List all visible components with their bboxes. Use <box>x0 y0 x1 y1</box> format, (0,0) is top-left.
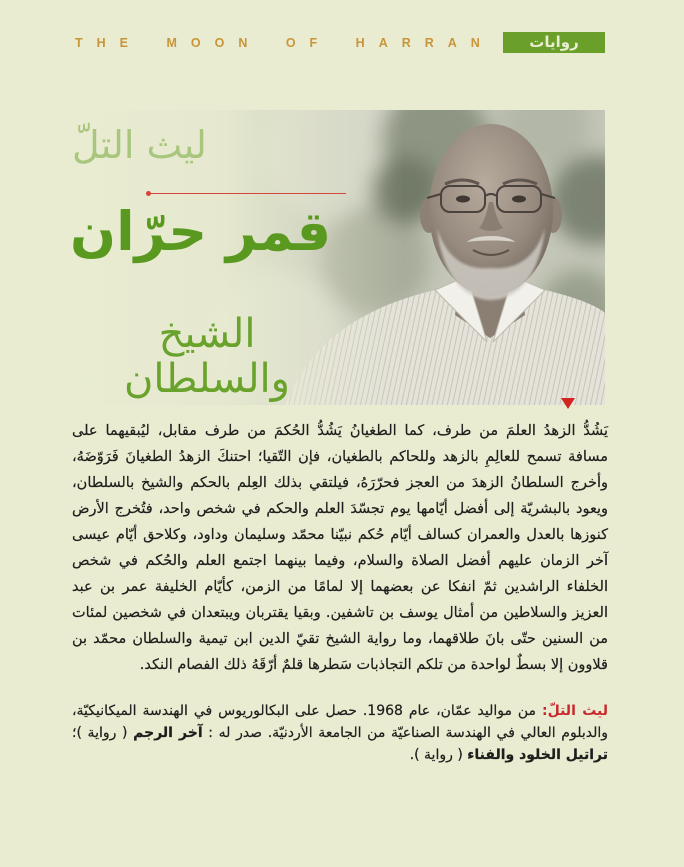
bio-work-title: آخر الرجم <box>133 725 203 741</box>
subtitle-line-1: الشيخ <box>158 311 256 357</box>
bio-work-genre: ( رواية ) <box>76 725 128 741</box>
series-title: THE MOON OF HARRAN <box>75 36 494 50</box>
title-divider-dot <box>146 191 151 196</box>
book-subtitle <box>112 312 302 402</box>
bio-author-name: ليث التلّ: <box>542 703 609 719</box>
title-divider <box>148 193 346 194</box>
cover-author-name: ليث التلّ <box>72 123 207 167</box>
back-cover-text <box>72 418 608 766</box>
bio-work-genre: ( رواية ) <box>414 747 463 763</box>
author-bio <box>72 700 608 766</box>
bio-text: من مواليد عمّان، عام 1968. حصل على البكالوريوس في الهندسة الميكانيكيّة، والدبلوم العالي في الهندسة الصناعيّة من الجامعة الأردنيّة. صدر له : <box>72 703 609 741</box>
subtitle-line-2: والسلطان <box>124 356 290 402</box>
bio-separator: ؛ <box>72 725 77 741</box>
book-title: قمر حرّان <box>70 200 332 263</box>
triangle-down-icon <box>561 398 575 409</box>
bio-work-title: تراتيل الخلود والفناء <box>467 747 608 763</box>
synopsis-paragraph: يَشُدُّ الزهدُ العلمَ من طرف، كما الطغيانُ يَشُدُّ الحُكمَ من طرف مقابل، ليُبقيهما على مسافة تسمح للعالِمِ بالزهد وللحاكم بالطغيان، فإن التّقيا؛ احتنكَ الزهدُ الطغيانَ فَرَوّضَهُ، وأخرج السلطانُ الزهدَ من العجز فحرّرَهُ، فيلتقي بذلك العِلم بالحكم والشيخ بالسلطان، ويعود بالبشريّة إلى أفضل أيّامها يوم تجسّدَ العلم والحكم في شخص واحد، فتُخرج الأرض كنوزها بالعدل والعمران كسالف أيّام حُكم نبيّنا محمّد وسليمان وداود، وكلاحق أيّام عيسى آخر الزمان عليهم أفضل الصلاة والسلام، وفيما بينهما اجتمع العلم والحُكم في شخص الخلفاء الراشدين ثمّ انفكا عن بعضهما إلا لمامًا من الزمن، كأيّام الخليفة عمر بن عبد العزيز والسلاطين من أمثال يوسف بن تاشفين. وبقيا يقتربان ويبتعدان في شخصين لمئات من السنين حتّى بانَ طلاقهما، وما رواية الشيخ تقيّ الدين ابن تيمية والسلطان محمّد بن قلاوون إلا بسطٌ لواحدة من تلكم التجاذبات سَطرها قلمٌ أرّقَهُ ذلك الفصام النكد. <box>72 423 608 673</box>
bio-end: . <box>409 747 415 763</box>
novels-badge: روايات <box>503 32 605 53</box>
